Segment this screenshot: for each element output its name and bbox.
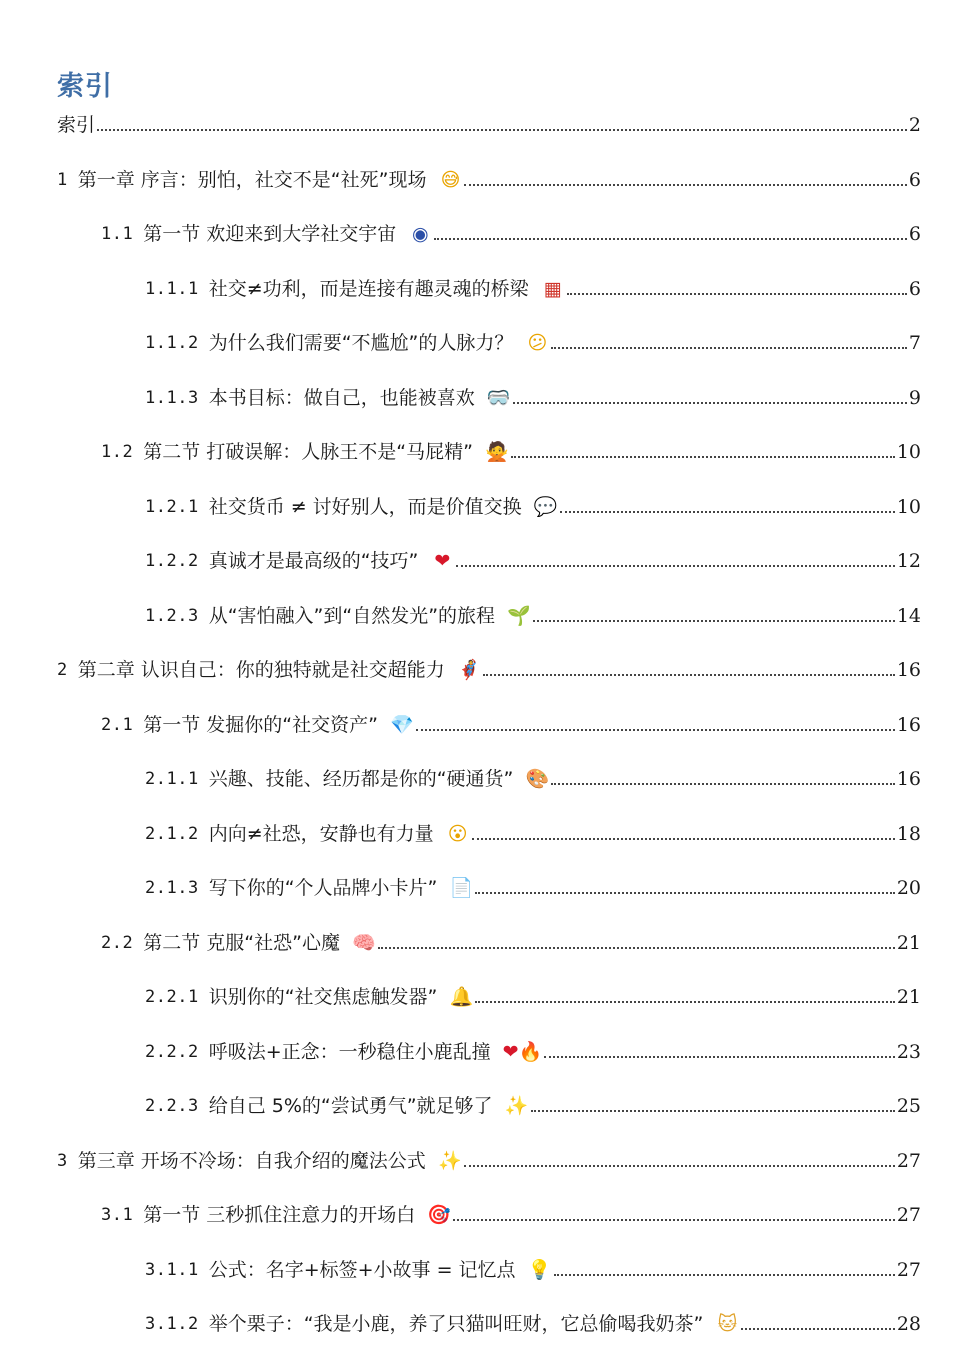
toc-entry-page-number: 27 xyxy=(896,1258,921,1281)
cat-face-icon: 🐱 xyxy=(717,1313,738,1335)
toc-entry-label: 公式：名字+标签+小故事 = 记忆点 xyxy=(208,1258,516,1281)
toc-entry[interactable] xyxy=(145,544,921,572)
toc-entry-label: 从“害怕融入”到“自然发光”的旅程 xyxy=(208,604,496,627)
toc-entry-number: 1.2 xyxy=(101,442,134,462)
toc-entry[interactable] xyxy=(145,1307,921,1335)
dot-leader xyxy=(416,728,895,731)
heart-icon: ❤ xyxy=(434,550,451,572)
dot-leader xyxy=(513,401,907,404)
toc-entry[interactable] xyxy=(145,381,921,409)
toc-entry-page-number: 9 xyxy=(908,386,921,409)
sparkles-icon: ✨ xyxy=(437,1149,462,1172)
toc-entry-page-number: 21 xyxy=(896,986,921,1008)
toc-entry-label: 第二节 克服“社恐”心魔 xyxy=(143,931,340,954)
dot-leader xyxy=(531,1109,895,1112)
toc-entry-page-number: 16 xyxy=(896,768,921,790)
toc-entry-label: 第三章 开场不冷场：自我介绍的魔法公式 xyxy=(77,1149,426,1172)
toc-entry[interactable] xyxy=(57,653,921,681)
toc-entry-label: 第一节 发掘你的“社交资产” xyxy=(143,713,378,736)
lightbulb-icon: 💡 xyxy=(527,1258,552,1281)
dot-leader xyxy=(475,1000,894,1003)
galaxy-icon: ◉ xyxy=(411,223,429,245)
toc-entry[interactable] xyxy=(101,926,921,954)
toc-entry-number: 3.1 xyxy=(101,1205,134,1225)
toc-entry-page-number: 6 xyxy=(908,223,921,245)
toc-entry[interactable] xyxy=(145,817,921,845)
toc-entry-label: 社交货币 ≠ 讨好别人，而是价值交换 xyxy=(208,495,522,518)
toc-entry[interactable] xyxy=(57,1144,921,1172)
toc-entry[interactable] xyxy=(57,163,921,191)
toc-entry[interactable] xyxy=(145,490,921,518)
toc-entry-number: 1.2.2 xyxy=(145,551,199,571)
toc-entry-page-number: 23 xyxy=(896,1040,921,1063)
toc-entry-number: 1 xyxy=(57,169,68,190)
toc-entry[interactable] xyxy=(145,272,921,300)
dot-leader xyxy=(544,1055,895,1058)
toc-entry-page-number: 10 xyxy=(896,441,921,463)
toc-entry-page-number: 6 xyxy=(908,168,921,191)
toc-entry[interactable] xyxy=(101,435,921,463)
toc-entry-label: 举个栗子：“我是小鹿，养了只猫叫旺财，它总偷喝我奶茶” xyxy=(208,1313,704,1335)
heart-on-fire-icon: ❤🔥 xyxy=(502,1040,543,1063)
toc-entry-number: 1.1 xyxy=(101,224,134,244)
target-icon: 🎯 xyxy=(427,1204,452,1226)
toc-entry-page-number: 27 xyxy=(896,1204,921,1226)
toc-entry-number: 2.1.2 xyxy=(145,823,199,844)
toc-entry-number: 2.2 xyxy=(101,932,134,953)
dot-leader xyxy=(475,891,894,894)
toc-entry-label: 为什么我们需要“不尴尬”的人脉力？ xyxy=(208,332,514,354)
toc-heading: 索引 xyxy=(57,71,113,102)
toc-entry-page-number: 16 xyxy=(896,659,921,681)
dot-leader xyxy=(464,183,906,186)
toc-entry[interactable] xyxy=(145,1035,921,1063)
toc-entry[interactable] xyxy=(145,599,921,627)
dot-leader xyxy=(533,619,895,622)
toc-entry-page-number: 7 xyxy=(908,332,921,354)
toc-entry-page-number: 21 xyxy=(896,931,921,954)
toc-entry-page-number: 25 xyxy=(896,1095,921,1117)
toc-entry-label: 第二章 认识自己：你的独特就是社交超能力 xyxy=(77,659,445,681)
toc-entry-page-number: 12 xyxy=(896,550,921,572)
dot-leader xyxy=(434,237,907,240)
toc-entry-number: 3.1.2 xyxy=(145,1314,199,1334)
toc-entry-label: 索引 xyxy=(57,114,96,136)
toc-entry-page-number: 14 xyxy=(896,604,921,627)
toc-entry[interactable] xyxy=(57,108,921,136)
toc-entry-number: 2.2.3 xyxy=(145,1096,199,1116)
dot-leader xyxy=(554,1273,895,1276)
toc-entry-number: 3.1.1 xyxy=(145,1259,199,1280)
dot-leader xyxy=(741,1327,894,1330)
toc-entry-label: 第二节 打破误解：人脉王不是“马屁精” xyxy=(143,441,473,463)
toc-entry-label: 第一节 三秒抓住注意力的开场白 xyxy=(143,1204,416,1226)
toc-entry-number: 2.2.2 xyxy=(145,1041,199,1062)
dot-leader xyxy=(483,673,895,676)
toc-entry[interactable] xyxy=(145,762,921,790)
toc-entry-page-number: 27 xyxy=(896,1149,921,1172)
toc-entry[interactable] xyxy=(101,217,921,245)
toc-entry-page-number: 6 xyxy=(908,277,921,300)
page-icon: 📄 xyxy=(449,877,474,899)
toc-entry[interactable] xyxy=(145,326,921,354)
toc-entry-number: 1.1.2 xyxy=(145,333,199,353)
gem-icon: 💎 xyxy=(390,713,414,736)
toc-entry[interactable] xyxy=(145,1253,921,1281)
toc-entry-number: 1.1.3 xyxy=(145,387,199,408)
thinking-face-icon: 😕 xyxy=(527,332,548,354)
toc-entry-number: 1.1.1 xyxy=(145,278,199,299)
dot-leader xyxy=(551,782,894,785)
toc-entry-label: 给自己 5%的“尝试勇气”就足够了 xyxy=(208,1095,493,1117)
toc-entry-label: 第一节 欢迎来到大学社交宇宙 xyxy=(143,223,397,245)
toc-entry[interactable] xyxy=(145,980,921,1008)
toc-entry-number: 2 xyxy=(57,660,68,680)
toc-entry-number: 2.2.1 xyxy=(145,987,199,1007)
toc-entry-page-number: 16 xyxy=(896,713,921,736)
toc-entry-page-number: 2 xyxy=(908,114,921,136)
toc-entry-number: 3 xyxy=(57,1150,68,1171)
speech-bubble-icon: 💬 xyxy=(533,495,558,518)
dot-leader xyxy=(464,1164,895,1167)
toc-entry[interactable] xyxy=(145,871,921,899)
toc-entry-number: 1.2.1 xyxy=(145,496,199,517)
toc-entry[interactable] xyxy=(145,1089,921,1117)
palette-icon: 🎨 xyxy=(525,768,550,790)
toc-entry-number: 1.2.3 xyxy=(145,605,199,626)
dot-leader xyxy=(97,128,907,131)
dot-leader xyxy=(453,1218,895,1221)
toc-entry-label: 本书目标：做自己，也能被喜欢 xyxy=(208,386,475,409)
sparkles-icon: ✨ xyxy=(504,1095,529,1117)
dot-leader xyxy=(472,837,895,840)
superhero-icon: 🦸 xyxy=(456,659,481,681)
dot-leader xyxy=(567,292,907,295)
dot-leader xyxy=(560,510,895,513)
goggles-icon: 🥽 xyxy=(486,386,511,409)
toc-entry-number: 2.1.3 xyxy=(145,878,199,898)
brain-icon: 🧠 xyxy=(352,931,376,954)
toc-entry[interactable] xyxy=(101,708,921,736)
toc-entry-label: 兴趣、技能、经历都是你的“硬通货” xyxy=(208,768,514,790)
sweat-smile-icon: 😅 xyxy=(440,168,461,191)
toc-entry-label: 社交≠功利，而是连接有趣灵魂的桥梁 xyxy=(208,277,529,300)
hushed-face-icon: 😮 xyxy=(447,822,468,845)
toc-entry-page-number: 18 xyxy=(896,822,921,845)
toc-entry-label: 内向≠社恐，安静也有力量 xyxy=(208,822,434,845)
toc-entry-number: 2.1 xyxy=(101,714,134,735)
toc-entry-page-number: 28 xyxy=(896,1313,921,1335)
bell-icon: 🔔 xyxy=(449,986,474,1008)
dot-leader xyxy=(551,346,907,349)
toc-entry-page-number: 10 xyxy=(896,495,921,518)
dot-leader xyxy=(378,946,895,949)
dot-leader xyxy=(456,564,894,567)
toc-entry[interactable] xyxy=(101,1198,921,1226)
seedling-icon: 🌱 xyxy=(507,604,531,627)
toc-entry-page-number: 20 xyxy=(896,877,921,899)
toc-entry-label: 第一章 序言：别怕，社交不是“社死”现场 xyxy=(77,168,427,191)
person-icon: 🙅 xyxy=(485,441,509,463)
toc-entry-label: 识别你的“社交焦虑触发器” xyxy=(208,986,438,1008)
bridge-icon: ▦ xyxy=(543,277,562,300)
toc-entry-label: 真诚才是最高级的“技巧” xyxy=(208,550,419,572)
toc-entry-label: 写下你的“个人品牌小卡片” xyxy=(208,877,438,899)
dot-leader xyxy=(511,455,895,458)
toc-entry-label: 呼吸法+正念：一秒稳住小鹿乱撞 xyxy=(208,1040,491,1063)
toc-entry-number: 2.1.1 xyxy=(145,769,199,789)
